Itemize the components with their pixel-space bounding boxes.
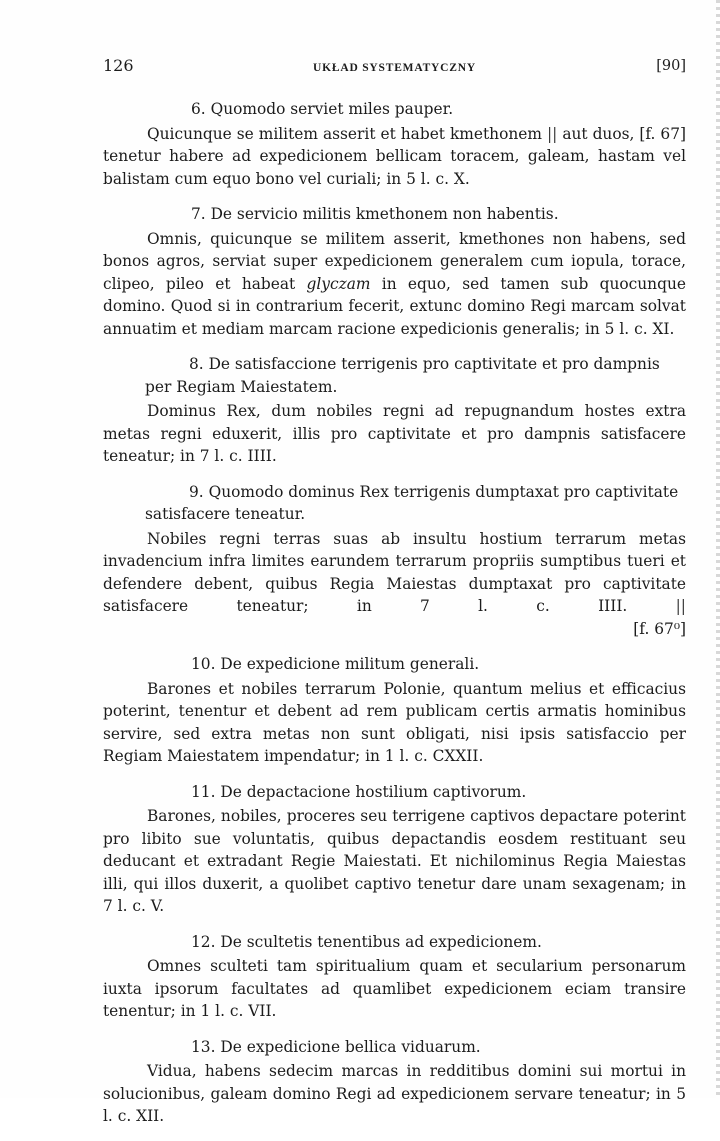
- section-body: [103, 528, 686, 641]
- body-text: Nobiles regni terras suas ab insultu hostium terrarum metas invadencium infra limites earundem terrarum propriis sumptibus tueri et defendere debent, quibus Regia Maiestas dumptaxat pro captivitate satisfacere teneatur; in 7 l. c. IIII.: [103, 529, 686, 615]
- document-body: [103, 98, 686, 1141]
- body-text: in equo, sed tamen sub quocunque domino. Quod si in contrarium fecerit, extunc domino Regi marcam solvat annuatim et mediam marcam racione expedicionis generalis; in 5 l. c. XI.: [103, 274, 686, 338]
- section-title: 7. De servicio militis kmethonem non habentis.: [191, 205, 559, 223]
- section-12: [103, 931, 686, 1023]
- section-7: [103, 203, 686, 340]
- section-title: 11. De depactacione hostilium captivorum.: [191, 782, 527, 801]
- italic-term: glyczam: [306, 274, 371, 293]
- page-edge: [716, 0, 720, 1098]
- section-8: [103, 353, 686, 468]
- section-title: 9. Quomodo dominus Rex terrigenis dumptaxat pro captivitate satisfacere teneatur.: [145, 482, 679, 523]
- body-text: Omnis, quicunque se militem asserit, kmethones non habens, sed bonos agros, serviat super expedicionem generalem cum iopula, torace, clipeo, pileo et habeat: [103, 229, 686, 293]
- section-10: [103, 653, 686, 768]
- section-title: 6. Quomodo serviet miles pauper.: [191, 100, 454, 118]
- section-body: Omnes sculteti tam spiritualium quam et secularium personarum iuxta ipsorum facultates ad quamlibet expedicionem eciam transire tenentur; in 1 l. c. VII.: [103, 957, 686, 1020]
- folio-separator: ||: [675, 597, 686, 615]
- section-6: [103, 98, 686, 190]
- section-title: 12. De scultetis tenentibus ad expedicionem.: [191, 932, 542, 951]
- section-title: 10. De expedicione militum generali.: [191, 655, 480, 673]
- folio-marker: [f. 67⁰]: [633, 619, 686, 638]
- section-body: Vidua, habens sedecim marcas in redditibus domini sui mortui in solucionibus, galeam domino Regi ad expedicionem servare teneatur; in 5 l. c. XII.: [103, 1062, 686, 1125]
- page-header: [103, 55, 686, 79]
- page-number: 126: [103, 56, 134, 75]
- section-body: [103, 123, 686, 191]
- section-9: [103, 481, 686, 641]
- section-body: Barones, nobiles, proceres seu terrigene captivos depactare poterint pro libito sue voluntatis, quibus depactandis eosdem restituant seu deducant et extradant Regie Maiestati. Et nichilominus Regia Maiestas illi, qui illos duxerit, a quolibet captivo tenetur dare unam sexagenam; in 7 l. c. V.: [103, 807, 686, 915]
- section-body: Barones et nobiles terrarum Polonie, quantum melius et efficacius poterint, tenentur et debent ad rem publicam certis armatis hominibus servire, sed extra metas non sunt obligati, nisi ipsis satisfaccio per Regiam Maiestatem impendatur; in 1 l. c. CXXII.: [103, 679, 686, 765]
- section-11: [103, 781, 686, 918]
- section-body: [103, 228, 686, 341]
- section-number: [90]: [656, 58, 686, 74]
- running-title: UKŁAD SYSTEMATYCZNY: [313, 62, 476, 74]
- section-13: [103, 1036, 686, 1128]
- folio-separator: ||: [546, 124, 558, 143]
- section-title: 8. De satisfaccione terrigenis pro captivitate et pro dampnis per Regiam Maiestatem.: [145, 355, 660, 396]
- body-text: Quicunque se militem asserit et habet kmethonem: [147, 124, 542, 143]
- body-text: aut duos, [f. 67] tenetur habere ad expedicionem bellicam toracem, galeam, hastam vel balistam cum equo bono vel curiali; in 5 l. c. X.: [103, 124, 686, 188]
- section-body: Dominus Rex, dum nobiles regni ad repugnandum hostes extra metas regni eduxerit, illis pro captivitate et pro dampnis satisfacere teneatur; in 7 l. c. IIII.: [103, 402, 686, 465]
- section-title: 13. De expedicione bellica viduarum.: [191, 1037, 481, 1056]
